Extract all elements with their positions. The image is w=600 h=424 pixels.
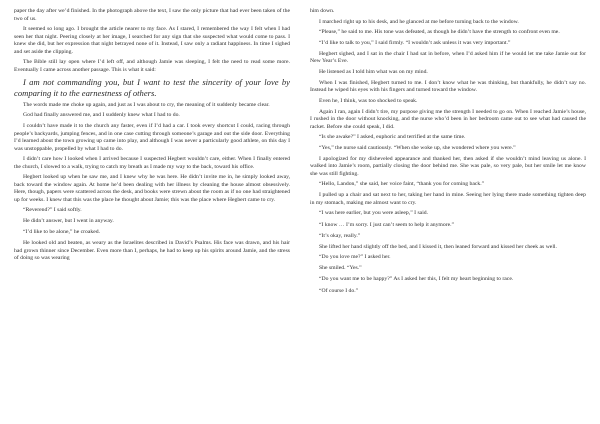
paragraph: He didn’t answer, but I went in anyway. bbox=[23, 218, 114, 225]
paragraph: “Of course I do.” bbox=[319, 287, 359, 294]
paragraph: “I’d like to be alone,” he croaked. bbox=[23, 229, 101, 236]
paragraph: “I’d like to talk to you,” I said firmly. “I wouldn’t ask unless it was very important.” bbox=[319, 39, 511, 46]
paragraph: The words made me choke up again, and just as I was about to cry, the meaning of it suddenly became clear. bbox=[23, 101, 270, 108]
right-column bbox=[310, 8, 586, 424]
paragraph: “Is she awake?” I asked, euphoric and terrified at the same time. bbox=[319, 134, 466, 141]
paragraph: I pulled up a chair and sat next to her, taking her hand in mine. Seeing her lying there made something tighten deep in my stomach, making me almost want to cry. bbox=[310, 192, 586, 206]
paragraph: “I was here earlier, but you were asleep,” I said. bbox=[319, 210, 429, 217]
paragraph: Even he, I think, was too shocked to speak. bbox=[319, 97, 418, 104]
paragraph: Hegbert looked up when he saw me, and I knew why he was here. He didn’t invite me in, he simply looked away, back toward the window again. At home he’d been dealing with her illness by cleaning the house almost obsessively. Here, though, papers were scattered across the desk, and books were strewn about the room as if no one had straightened up for weeks. I knew that this was the place he thought about Jamie; this was the place where Hegbert came to cry. bbox=[14, 174, 290, 203]
paragraph: The Bible still lay open where I’d left off, and although Jamie was sleeping, I felt the need to read some more. Eventually I came across another passage. This is what it said: bbox=[14, 59, 290, 73]
paragraph: He looked old and beaten, as weary as the Israelites described in David’s Psalms. His face was drawn, and his hair had grown thinner since December. Even more than I, perhaps, he had to keep up his spirits around Jamie, and the stress of doing so was wearing bbox=[14, 240, 290, 262]
paragraph: him down. bbox=[310, 8, 335, 14]
paragraph: “I know … I’m sorry. I just can’t seem to help it anymore.” bbox=[319, 221, 455, 228]
paragraph: It seemed so long ago. I brought the article nearer to my face. As I stared, I remembered the way I felt when I had seen her that night. Peering closely at her image, I searched for any sign that she suspected what would come to pass. I knew she did, but her expression that night betrayed none of it. Instead, I saw only a radiant happiness. In time I sighed and set aside the clipping. bbox=[14, 26, 290, 55]
paragraph: I apologized for my disheveled appearance and thanked her, then asked if she wouldn’t mind leaving us alone. I walked into Jamie’s room, partially closing the door behind me. She was pale, so very pale, but her smile let me know she was still fighting. bbox=[310, 155, 586, 177]
paragraph: “Reverend?” I said softly. bbox=[23, 207, 82, 214]
paragraph: Again I ran, again I didn’t tire, my purpose giving me the strength I needed to go on. When I reached Jamie’s house, I rushed in the door without knocking, and the nurse who’d been in her bedroom came out to see what had caused the racket. Before she could speak, I did. bbox=[310, 108, 586, 130]
scripture-quote: I am not commanding you, but I want to test the sincerity of your love by comparing it to the earnestness of others. bbox=[14, 77, 290, 98]
paragraph: I couldn’t have made it to the church any faster, even if I’d had a car. I took every shortcut I could, racing through people’s backyards, jumping fences, and in one case cutting through someone’s garage and out the side door. Everything I’d learned about the town growing up came into play, and although I was never a particularly good athlete, on this day I was unstoppable, propelled by what I had to do. bbox=[14, 123, 290, 152]
paragraph: She smiled. “Yes.” bbox=[319, 265, 362, 272]
paragraph: He listened as I told him what was on my mind. bbox=[319, 68, 428, 75]
paragraph: paper the day after we’d finished. In the photograph above the text, I saw the only picture that had ever been taken of the two of us. bbox=[14, 8, 290, 22]
paragraph: When I was finished, Hegbert turned to me. I don’t know what he was thinking, but thankfully, he didn’t say no. Instead he wiped his eyes with his fingers and turned toward the window. bbox=[310, 79, 586, 94]
paragraph: “Yes,” the nurse said cautiously. “When she woke up, she wondered where you were.” bbox=[319, 145, 516, 152]
paragraph: I didn’t care how I looked when I arrived because I suspected Hegbert wouldn’t care, either. When I finally entered the church, I slowed to a walk, trying to catch my breath as I made my way to the back, toward his office. bbox=[14, 156, 290, 170]
paragraph: “Do you love me?” I asked her. bbox=[319, 254, 391, 261]
paragraph: I marched right up to his desk, and he glanced at me before turning back to the window. bbox=[319, 18, 519, 25]
paragraph: She lifted her hand slightly off the bed, and I kissed it, then leaned forward and kissed her cheek as well. bbox=[319, 243, 557, 250]
left-column bbox=[14, 8, 290, 424]
paragraph: “Hello, Landon,” she said, her voice faint, “thank you for coming back.” bbox=[319, 181, 485, 188]
paragraph: “It’s okay, really.” bbox=[319, 232, 361, 239]
paragraph: Hegbert sighed, and I sat in the chair I had sat in before, when I’d asked him if he would let me take Jamie out for New Year’s Eve. bbox=[310, 50, 586, 65]
paragraph: God had finally answered me, and I suddenly knew what I had to do. bbox=[23, 112, 180, 119]
paragraph: “Please,” he said to me. His tone was defeated, as though he didn’t have the strength to confront even me. bbox=[319, 29, 560, 35]
paragraph: “Do you want me to be happy?” As I asked her this, I felt my heart beginning to race. bbox=[319, 276, 514, 283]
